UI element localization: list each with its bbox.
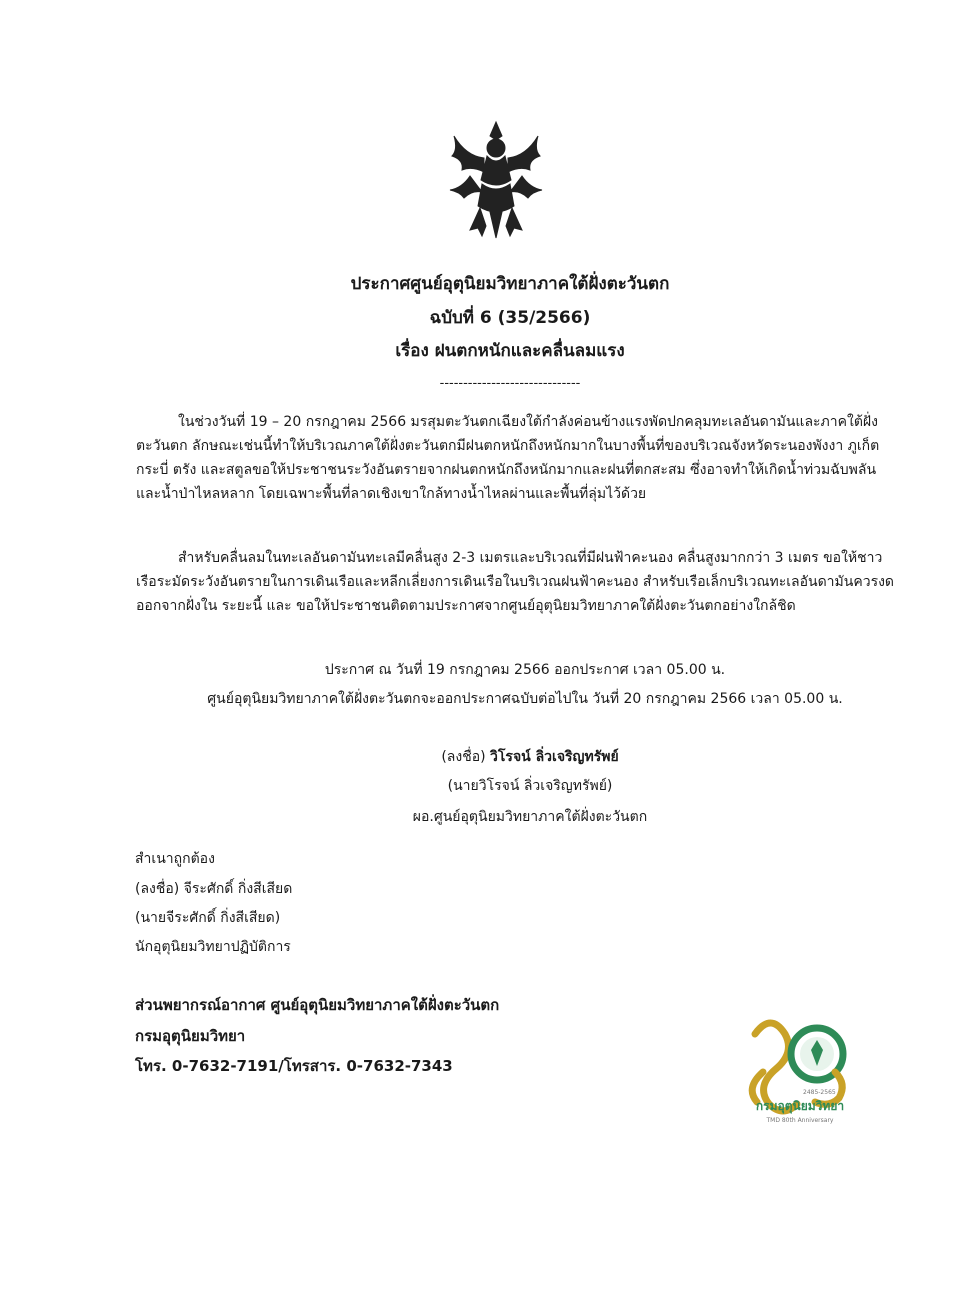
- garuda-emblem-icon: [440, 118, 552, 242]
- footer-department: กรมอุตุนิยมวิทยา: [135, 1027, 246, 1045]
- logo-name: กรมอุตุนิยมวิทยา: [755, 1099, 845, 1113]
- announcement-date: ประกาศ ณ วันที่ 19 กรกฎาคม 2566 ออกประกาศ เวลา 05.00 น.: [324, 662, 726, 678]
- certified-copy-signed: (ลงชื่อ) จีระศักดิ์ กิ่งสีเสียด: [135, 881, 293, 897]
- announcement-title: ประกาศศูนย์อุตุนิยมวิทยาภาคใต้ฝั่งตะวันตก: [350, 274, 670, 294]
- signer-name: วิโรจน์ ลิ่วเจริญทรัพย์: [490, 749, 619, 765]
- divider: ------------------------------: [439, 376, 581, 391]
- footer-contact: โทร. 0-7632-7191/โทรสาร. 0-7632-7343: [135, 1057, 453, 1075]
- signer-position: ผอ.ศูนย์อุตุนิยมวิทยาภาคใต้ฝั่งตะวันตก: [412, 809, 648, 825]
- subject-line: เรื่อง ฝนตกหนักและคลื่นลมแรง: [395, 341, 625, 361]
- footer-office: ส่วนพยากรณ์อากาศ ศูนย์อุตุนิยมวิทยาภาคใต้ฝั่งตะวันตก: [135, 996, 500, 1014]
- logo-years: 2485-2565: [803, 1089, 836, 1096]
- tmd-80th-anniversary-logo: [735, 1010, 865, 1130]
- logo-tagline: TMD 80th Anniversary: [766, 1117, 834, 1124]
- body-paragraph-1: ในช่วงวันที่ 19 – 20 กรกฎาคม 2566 มรสุมตะวันตกเฉียงใต้กำลังค่อนข้างแรงพัดปกคลุมทะเลอันดามันและภาคใต้ฝั่งตะวันตก ลักษณะเช่นนี้ทำให้บริเวณภาคใต้ฝั่งตะวันตกมีฝนตกหนักถึงหนักมากในบางพื้นที่ของบริเวณจังหวัดระนองพังงา ภูเก็ต กระบี่ ตรัง และสตูลขอให้ประชาชนระวังอันตรายจากฝนตกหนักถึงหนักมากและฝนที่ตกสะสม ซึ่งอาจทำให้เกิดน้ำท่วมฉับพลันและน้ำป่าไหลหลาก โดยเฉพาะพื้นที่ลาดเชิงเขาใกล้ทางน้ำไหลผ่านและพื้นที่ลุ่มไว้ด้วย: [136, 414, 880, 502]
- signer-full-name: (นายวิโรจน์ ลิ่วเจริญทรัพย์): [447, 778, 613, 794]
- body-paragraph-2: สำหรับคลื่นลมในทะเลอันดามันทะเลมีคลื่นสูง 2-3 เมตรและบริเวณที่มีฝนฟ้าคะนอง คลื่นสูงมากกว่า 3 เมตร ขอให้ชาวเรือระมัดระวังอันตรายในการเดินเรือและหลีกเลี่ยงการเดินเรือในบริเวณฝนฟ้าคะนอง สำหรับเรือเล็กบริเวณทะเลอันดามันควรงดออกจากฝั่งใน ระยะนี้ และ ขอให้ประชาชนติดตามประกาศจากศูนย์อุตุนิยมวิทยาภาคใต้ฝั่งตะวันตกอย่างใกล้ชิด: [136, 550, 895, 614]
- issue-number: ฉบับที่ 6 (35/2566): [429, 308, 591, 328]
- certified-copy-label: สำเนาถูกต้อง: [135, 851, 215, 867]
- certified-copy-full-name: (นายจีระศักดิ์ กิ่งสีเสียด): [135, 910, 281, 926]
- next-issue-notice: ศูนย์อุตุนิยมวิทยาภาคใต้ฝั่งตะวันตกจะออกประกาศฉบับต่อไปใน วันที่ 20 กรกฎาคม 2566 เวลา 05.00 น.: [207, 691, 843, 707]
- signature-line: [280, 746, 780, 768]
- signature-prefix: (ลงชื่อ): [441, 749, 486, 765]
- certified-copy-position: นักอุตุนิยมวิทยาปฏิบัติการ: [135, 939, 291, 955]
